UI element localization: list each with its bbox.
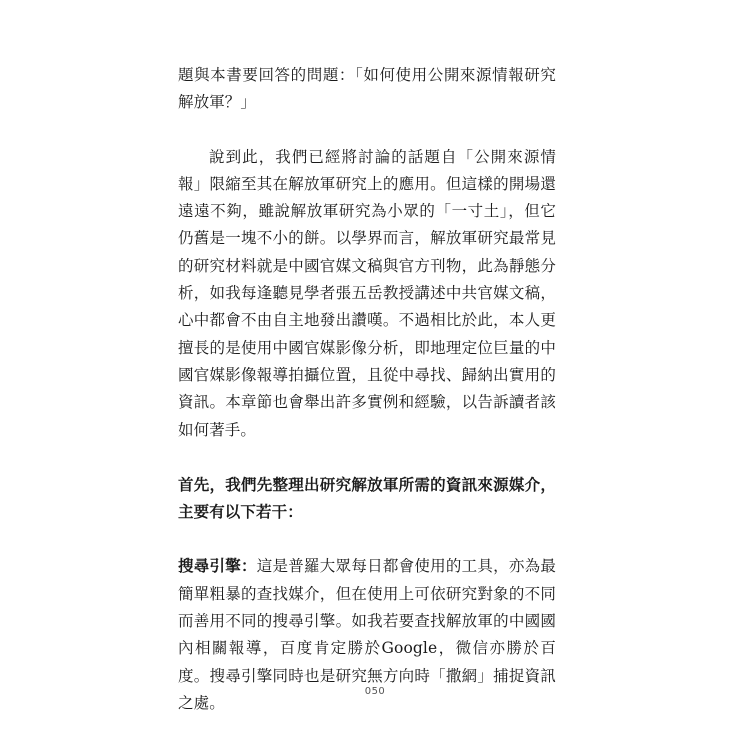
page-number: 050 — [364, 686, 386, 697]
paragraph-intro: 題與本書要回答的問題：「如何使用公開來源情報研究解放軍？」 — [178, 66, 556, 112]
paragraph-main: 說到此，我們已經將討論的話題自「公開來源情報」限縮至其在解放軍研究上的應用。但這樣的開場還遠遠不夠，雖說解放軍研究為小眾的「一寸土」，但它仍舊是一塊不小的餅。以學界而言，解放軍研究最常見的研究材料就是中國官媒文稿與官方刊物，此為靜態分析，如我每逢聽見學者張五岳教授講述中共官媒文稿，心中都會不由自主地發出讚嘆。不過相比於此，本人更擅長的是使用中國官媒影像分析，即地理定位巨量的中國官媒影像報導拍攝位置，且從中尋找、歸納出實用的資訊。本章節也會舉出許多實例和經驗，以告訴讀者該如何著手。 — [178, 147, 556, 439]
search-engine-description: 這是普羅大眾每日都會使用的工具，亦為最簡單粗暴的查找媒介，但在使用上可依研究對象的不同而善用不同的搜尋引擎。如我若要查找解放軍的中國國內相關報導，百度肯定勝於Google，微信亦勝於百度。搜尋引擎同時也是研究無方向時「撒網」捕捉資訊之處。 — [178, 557, 556, 712]
paragraph-lead: 首先，我們先整理出研究解放軍所需的資訊來源媒介，主要有以下若干： — [178, 474, 556, 522]
term-search-engine: 搜尋引擎： — [178, 556, 257, 576]
page-body-text — [178, 62, 556, 717]
